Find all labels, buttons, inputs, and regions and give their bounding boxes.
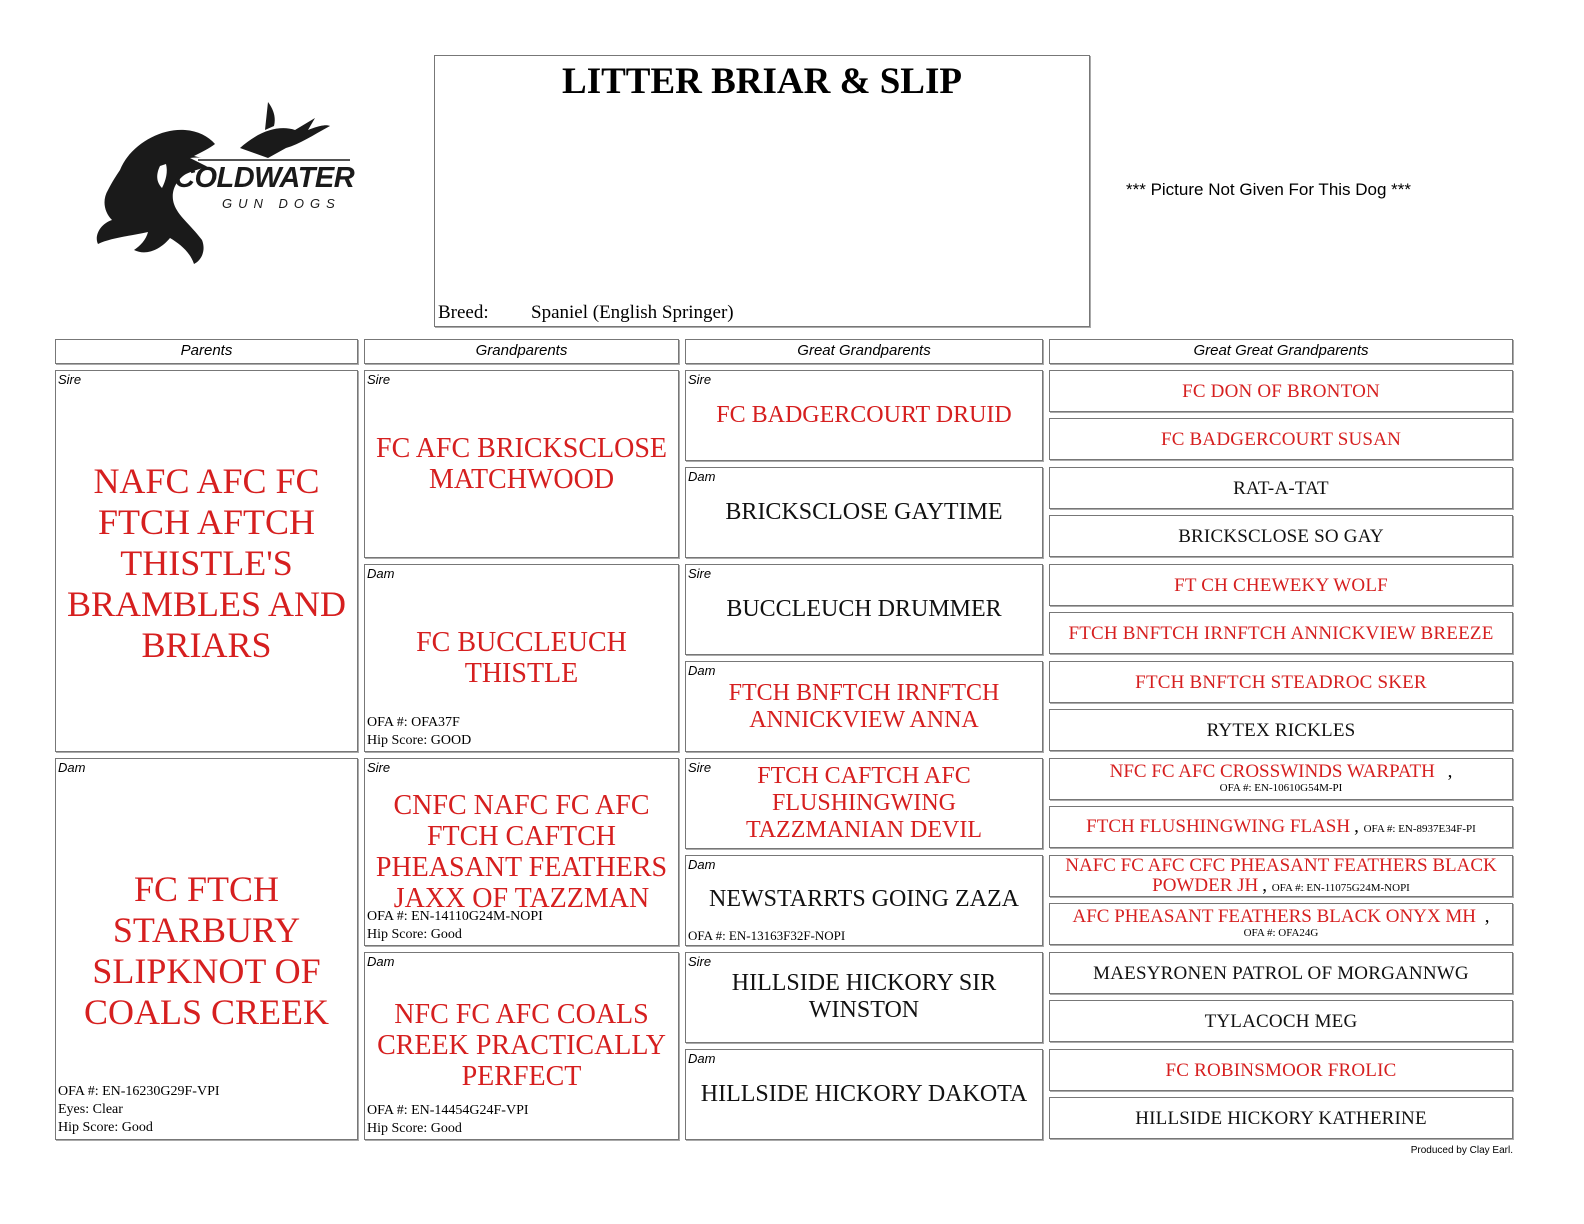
ggp-ofa: OFA #: EN-10610G54M-PI bbox=[1219, 782, 1343, 794]
dam-label: Dam bbox=[367, 954, 395, 969]
ggp-4: BRICKSCLOSE SO GAY bbox=[1049, 515, 1513, 557]
ggp-name: NFC FC AFC CROSSWINDS WARPATH bbox=[1109, 761, 1435, 782]
grandparent-dam-dam bbox=[364, 952, 679, 1140]
picture-note: *** Picture Not Given For This Dog *** bbox=[1126, 180, 1412, 199]
great-grandparent-6 bbox=[685, 855, 1043, 946]
grandparent-ofa: OFA #: EN-14454G24F-VPI bbox=[367, 1103, 529, 1118]
grandparent-name: NFC FC AFC COALS CREEK PRACTICALLY PERFECT bbox=[377, 999, 666, 1092]
grandparent-ofa: OFA #: EN-14110G24M-NOPI bbox=[367, 909, 543, 924]
parent-dam-eyes: Eyes: Clear bbox=[58, 1102, 123, 1117]
logo-sub-text: GUN DOGS bbox=[222, 196, 341, 211]
page-title: LITTER BRIAR & SLIP bbox=[562, 61, 962, 102]
grandparent-hip: Hip Score: Good bbox=[367, 1121, 462, 1136]
ggp-name: NAFC FC AFC CFC PHEASANT FEATHERS BLACK POWDER JH bbox=[1065, 855, 1497, 896]
ggp-16: HILLSIDE HICKORY KATHERINE bbox=[1049, 1097, 1513, 1139]
ggp-11 bbox=[1049, 855, 1513, 897]
great-grandparent-name: FTCH CAFTCH AFC FLUSHINGWING TAZZMANIAN DEVIL bbox=[745, 763, 983, 843]
footer-credit: Produced by Clay Earl. bbox=[1410, 1145, 1513, 1156]
coldwater-logo bbox=[90, 100, 370, 270]
comma: , bbox=[1447, 761, 1453, 782]
dam-label: Dam bbox=[688, 857, 716, 872]
great-grandparent-7 bbox=[685, 952, 1043, 1043]
ggp-10 bbox=[1049, 806, 1513, 848]
great-grandparent-name: FTCH BNFTCH IRNFTCH ANNICKVIEW ANNA bbox=[728, 680, 1000, 733]
ggp-6: FTCH BNFTCH IRNFTCH ANNICKVIEW BREEZE bbox=[1049, 612, 1513, 654]
sire-label: Sire bbox=[688, 954, 712, 969]
comma: , bbox=[1262, 875, 1267, 896]
comma: , bbox=[1354, 816, 1359, 837]
sire-label: Sire bbox=[688, 760, 712, 775]
comma: , bbox=[1484, 906, 1490, 927]
grandparent-name: CNFC NAFC FC AFC FTCH CAFTCH PHEASANT FEATHERS JAXX OF TAZZMAN bbox=[375, 790, 668, 914]
breed-label: Breed: bbox=[438, 302, 489, 323]
great-grandparent-2 bbox=[685, 467, 1043, 558]
ggp-2: FC BADGERCOURT SUSAN bbox=[1049, 418, 1513, 460]
grandparent-hip: Hip Score: GOOD bbox=[367, 733, 472, 748]
dam-label: Dam bbox=[58, 760, 86, 775]
dam-label: Dam bbox=[688, 469, 716, 484]
grandparent-name: FC BUCCLEUCH THISTLE bbox=[416, 627, 627, 689]
great-grandparent-3 bbox=[685, 564, 1043, 655]
ggp-9 bbox=[1049, 758, 1513, 800]
great-grandparent-8 bbox=[685, 1049, 1043, 1140]
great-grandparent-name: HILLSIDE HICKORY DAKOTA bbox=[700, 1081, 1028, 1107]
parent-dam-name: FC FTCH STARBURY SLIPKNOT OF COALS CREEK bbox=[83, 869, 330, 1032]
ggp-8: RYTEX RICKLES bbox=[1049, 709, 1513, 751]
great-grandparent-1 bbox=[685, 370, 1043, 461]
ggp-5: FT CH CHEWEKY WOLF bbox=[1049, 564, 1513, 606]
sire-label: Sire bbox=[367, 372, 391, 387]
title-box bbox=[434, 55, 1090, 327]
grandparent-ofa: OFA #: OFA37F bbox=[367, 715, 460, 730]
dam-label: Dam bbox=[367, 566, 395, 581]
grandparent-dam-sire bbox=[364, 758, 679, 946]
sire-label: Sire bbox=[58, 372, 82, 387]
ggp-name: FTCH FLUSHINGWING FLASH bbox=[1086, 816, 1351, 837]
parent-dam bbox=[55, 758, 358, 1140]
great-grandparent-name: BUCCLEUCH DRUMMER bbox=[726, 596, 1002, 622]
great-grandparent-name: HILLSIDE HICKORY SIR WINSTON bbox=[731, 970, 997, 1023]
great-grandparent-4 bbox=[685, 661, 1043, 752]
header-grandparents: Grandparents bbox=[364, 339, 679, 364]
ggp-ofa: OFA #: EN-8937E34F-PI bbox=[1363, 823, 1476, 835]
logo-brand-text: COLDWATER bbox=[174, 162, 355, 194]
ggp-12 bbox=[1049, 903, 1513, 945]
ggp-13: MAESYRONEN PATROL OF MORGANNWG bbox=[1049, 952, 1513, 994]
sire-label: Sire bbox=[688, 372, 712, 387]
sire-label: Sire bbox=[688, 566, 712, 581]
parent-dam-ofa: OFA #: EN-16230G29F-VPI bbox=[58, 1084, 220, 1099]
grandparent-name: FC AFC BRICKSCLOSE MATCHWOOD bbox=[376, 433, 667, 495]
great-grandparent-name: BRICKSCLOSE GAYTIME bbox=[725, 499, 1003, 525]
grandparent-sire-sire bbox=[364, 370, 679, 558]
sire-label: Sire bbox=[367, 760, 391, 775]
ggp-3: RAT-A-TAT bbox=[1049, 467, 1513, 509]
breed-value: Spaniel (English Springer) bbox=[531, 302, 734, 323]
dam-label: Dam bbox=[688, 663, 716, 678]
parent-dam-hip: Hip Score: Good bbox=[58, 1120, 153, 1135]
parent-sire bbox=[55, 370, 358, 752]
parent-sire-name: NAFC AFC FC FTCH AFTCH THISTLE'S BRAMBLES AND BRIARS bbox=[66, 461, 347, 665]
ggp-1: FC DON OF BRONTON bbox=[1049, 370, 1513, 412]
great-grandparent-ofa: OFA #: EN-13163F32F-NOPI bbox=[688, 928, 846, 943]
ggp-ofa: OFA #: EN-11075G24M-NOPI bbox=[1271, 882, 1410, 894]
ggp-name: AFC PHEASANT FEATHERS BLACK ONYX MH bbox=[1072, 906, 1476, 927]
great-grandparent-5 bbox=[685, 758, 1043, 849]
ggp-15: FC ROBINSMOOR FROLIC bbox=[1049, 1049, 1513, 1091]
header-parents: Parents bbox=[55, 339, 358, 364]
ggp-7: FTCH BNFTCH STEADROC SKER bbox=[1049, 661, 1513, 703]
great-grandparent-name: FC BADGERCOURT DRUID bbox=[716, 402, 1012, 428]
dam-label: Dam bbox=[688, 1051, 716, 1066]
header-great-grandparents: Great Grandparents bbox=[685, 339, 1043, 364]
header-great-great-grandparents: Great Great Grandparents bbox=[1049, 339, 1513, 364]
ggp-ofa: OFA #: OFA24G bbox=[1243, 927, 1319, 939]
great-grandparent-name: NEWSTARRTS GOING ZAZA bbox=[709, 886, 1019, 912]
grandparent-sire-dam bbox=[364, 564, 679, 752]
ggp-14: TYLACOCH MEG bbox=[1049, 1000, 1513, 1042]
grandparent-hip: Hip Score: Good bbox=[367, 927, 462, 942]
